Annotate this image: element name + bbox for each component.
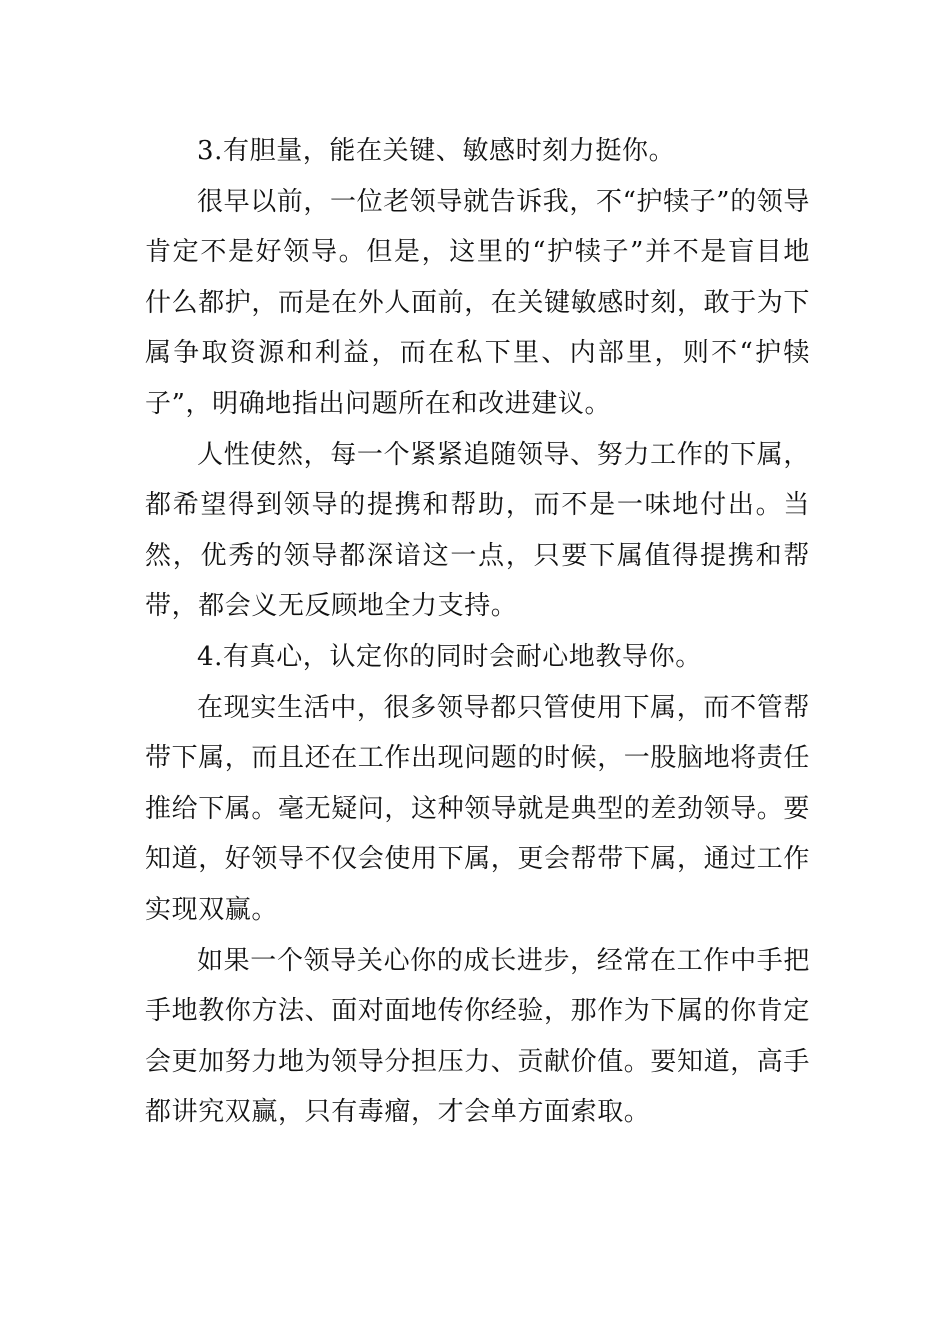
heading-point-4: 4.有真心，认定你的同时会耐心地教导你。 (197, 641, 702, 672)
paragraph-protect: 很早以前，一位老领导就告诉我，不“护犊子”的领导肯定不是好领导。但是，这里的“护犊子”并不是盲目地什么都护，而是在外人面前，在关键敏感时刻，敢于为下属争取资源和利益，而在私下里、内部里，则不“护犊子”，明确地指出问题所在和改进建议。 (145, 186, 811, 419)
paragraph-human-nature: 人性使然，每一个紧紧追随领导、努力工作的下属，都希望得到领导的提携和帮助，而不是一味地付出。当然，优秀的领导都深谙这一点，只要下属值得提携和帮带，都会义无反顾地全力支持。 (145, 439, 810, 622)
paragraph-win-win: 如果一个领导关心你的成长进步，经常在工作中手把手地教你方法、面对面地传你经验，那作为下属的你肯定会更加努力地为领导分担压力、贡献价值。要知道，高手都讲究双赢，只有毒瘤，才会单方面索取。 (145, 945, 811, 1128)
paragraph-real-life: 在现实生活中，很多领导都只管使用下属，而不管帮带下属，而且还在工作出现问题的时候，一股脑地将责任推给下属。毫无疑问，这种领导就是典型的差劲领导。要知道，好领导不仅会使用下属，更会帮带下属，通过工作实现双赢。 (145, 692, 811, 925)
heading-point-3: 3.有胆量，能在关键、敏感时刻力挺你。 (197, 136, 676, 166)
document-body (145, 126, 810, 1138)
